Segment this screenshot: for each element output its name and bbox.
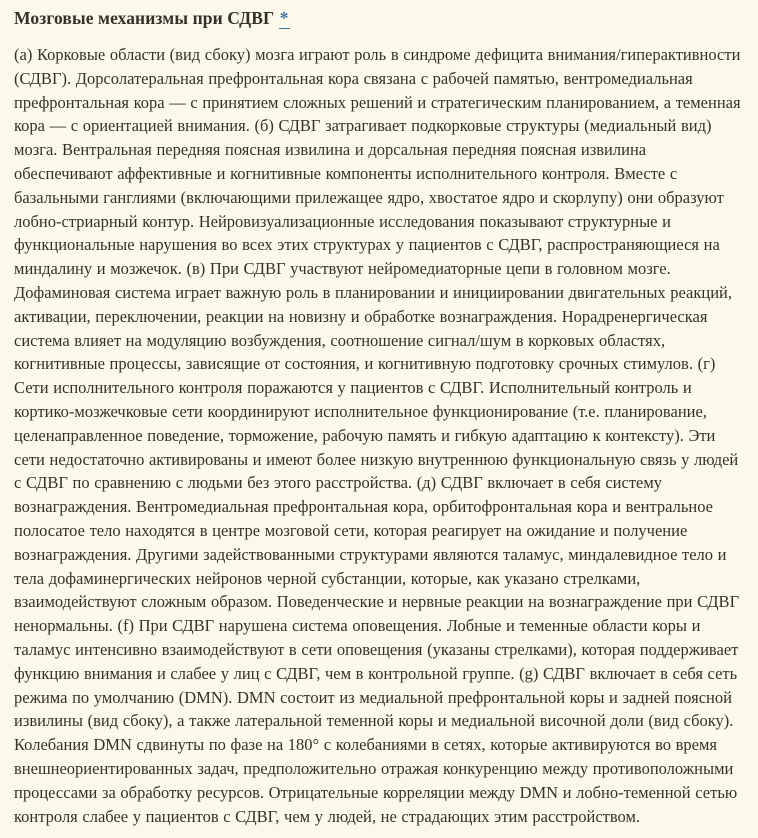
footnote-asterisk-link[interactable]: * bbox=[279, 8, 289, 28]
article-paragraph: (а) Корковые области (вид сбоку) мозга играют роль в синдроме дефицита внимания/гиперактивности (СДВГ). Дорсолатеральная префронтальная кора связана с рабочей памятью, вентромедиальная префронтальная кора — с принятием сложных решений и стратегическим планированием, а теменная кора — с ориентацией внимания. (б) СДВГ затрагивает подкорковые структуры (медиальный вид) мозга. Вентральная передняя поясная извилина и дорсальная передняя поясная извилина обеспечивают аффективные и когнитивные компоненты исполнительного контроля. Вместе с базальными ганглиями (включающими прилежащее ядро, хвостатое ядро и скорлупу) они образуют лобно-стриарный контур. Нейровизуализационные исследования показывают структурные и функциональные нарушения во всех этих структурах у пациентов с СДВГ, распространяющиеся на миндалину и мозжечок. (в) При СДВГ участвуют нейромедиаторные цепи в головном мозге. Дофаминовая система играет важную роль в планировании и инициировании двигательных реакций, активации, переключении, реакции на новизну и обработке вознаграждения. Норадренергическая система влияет на модуляцию возбуждения, соотношение сигнал/шум в корковых областях, когнитивные процессы, зависящие от состояния, и когнитивную подготовку срочных стимулов. (г) Сети исполнительного контроля поражаются у пациентов с СДВГ. Исполнительный контроль и кортико-мозжечковые сети координируют исполнительное функционирование (т.е. планирование, целенаправленное поведение, торможение, рабочую память и гибкую адаптацию к контексту). Эти сети недостаточно активированы и имеют более низкую внутреннюю функциональную связь у людей с СДВГ по сравнению с людьми без этого расстройства. (д) СДВГ включает в себя систему вознаграждения. Вентромедиальная префронтальная кора, орбитофронтальная кора и вентральное полосатое тело находятся в центре мозговой сети, которая реагирует на ожидание и получение вознаграждения. Другими задействованными структурами являются таламус, миндалевидное тело и тела дофаминергических нейронов черной субстанции, которые, как указано стрелками, взаимодействуют сложным образом. Поведенческие и нервные реакции на вознаграждение при СДВГ ненормальны. (f) При СДВГ нарушена система оповещения. Лобные и теменные области коры и таламус интенсивно взаимодействуют в сети оповещения (указаны стрелками), которая поддерживает функцию внимания и слабее у лиц с СДВГ, чем в контрольной группе. (g) СДВГ включает в себя сеть режима по умолчанию (DMN). DMN состоит из медиальной префронтальной коры и задней поясной извилины (вид сбоку), а также латеральной теменной коры и медиальной височной доли (вид сбоку). Колебания DMN сдвинуты по фазе на 180° с колебаниями в сетях, которые активируются во время внешнеориентированных задач, предположительно отражая конкуренцию между противоположными процессами за обработку ресурсов. Отрицательные корреляции между DMN и лобно-теменной сетью контроля слабее у пациентов с СДВГ, чем у людей, не страдающих этим расстройством. bbox=[14, 45, 741, 826]
page-title-text: Мозговые механизмы при СДВГ bbox=[14, 8, 275, 28]
page-title bbox=[14, 6, 745, 30]
